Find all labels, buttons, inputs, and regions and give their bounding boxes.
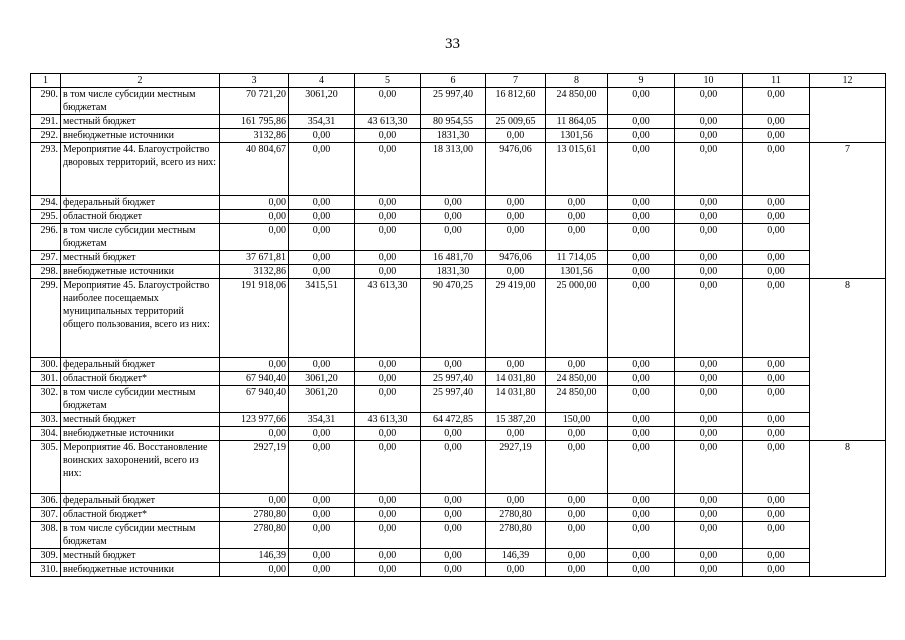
value-cell-col4: 3061,20 <box>289 372 355 386</box>
value-cell-col5: 43 613,30 <box>355 115 421 129</box>
row-number: 295. <box>31 210 61 224</box>
row-number: 294. <box>31 196 61 210</box>
value-cell-col8: 0,00 <box>546 508 608 522</box>
header-cell: 1 <box>31 74 61 88</box>
value-cell-col8: 0,00 <box>546 441 608 494</box>
value-cell-col7: 2927,19 <box>486 441 546 494</box>
value-cell-col5: 43 613,30 <box>355 413 421 427</box>
value-cell-col6: 25 997,40 <box>421 88 486 115</box>
table-row <box>31 441 886 494</box>
row-number: 309. <box>31 549 61 563</box>
table-row <box>31 115 886 129</box>
value-cell-col9: 0,00 <box>608 563 675 577</box>
value-cell-col3: 0,00 <box>220 224 289 251</box>
value-cell-col8: 13 015,61 <box>546 143 608 196</box>
value-cell-col5: 0,00 <box>355 372 421 386</box>
row-name: местный бюджет <box>61 251 220 265</box>
value-cell-col4: 354,31 <box>289 115 355 129</box>
table-row <box>31 372 886 386</box>
value-cell-col9: 0,00 <box>608 88 675 115</box>
value-cell-col5: 0,00 <box>355 386 421 413</box>
value-cell-col9: 0,00 <box>608 358 675 372</box>
row-number: 305. <box>31 441 61 494</box>
value-cell-col6: 1831,30 <box>421 265 486 279</box>
value-cell-col6: 0,00 <box>421 522 486 549</box>
row-number: 292. <box>31 129 61 143</box>
value-cell-col9: 0,00 <box>608 413 675 427</box>
value-cell-col3: 0,00 <box>220 494 289 508</box>
value-cell-col7: 9476,06 <box>486 251 546 265</box>
column-12-cell: 7 <box>810 143 886 279</box>
row-number: 302. <box>31 386 61 413</box>
value-cell-col4: 3061,20 <box>289 386 355 413</box>
row-name: областной бюджет* <box>61 372 220 386</box>
table-row <box>31 210 886 224</box>
row-number: 290. <box>31 88 61 115</box>
value-cell-col10: 0,00 <box>675 88 743 115</box>
value-cell-col7: 0,00 <box>486 265 546 279</box>
value-cell-col10: 0,00 <box>675 441 743 494</box>
table-row <box>31 386 886 413</box>
value-cell-col4: 3061,20 <box>289 88 355 115</box>
value-cell-col8: 0,00 <box>546 210 608 224</box>
table-row <box>31 549 886 563</box>
value-cell-col8: 1301,56 <box>546 265 608 279</box>
value-cell-col4: 0,00 <box>289 129 355 143</box>
value-cell-col11: 0,00 <box>743 386 810 413</box>
value-cell-col5: 0,00 <box>355 210 421 224</box>
value-cell-col3: 161 795,86 <box>220 115 289 129</box>
value-cell-col10: 0,00 <box>675 413 743 427</box>
value-cell-col6: 90 470,25 <box>421 279 486 358</box>
row-name: федеральный бюджет <box>61 358 220 372</box>
value-cell-col8: 25 000,00 <box>546 279 608 358</box>
table-row <box>31 129 886 143</box>
value-cell-col7: 16 812,60 <box>486 88 546 115</box>
value-cell-col6: 18 313,00 <box>421 143 486 196</box>
value-cell-col5: 0,00 <box>355 143 421 196</box>
value-cell-col4: 0,00 <box>289 251 355 265</box>
value-cell-col8: 24 850,00 <box>546 88 608 115</box>
row-number: 307. <box>31 508 61 522</box>
value-cell-col9: 0,00 <box>608 196 675 210</box>
value-cell-col6: 80 954,55 <box>421 115 486 129</box>
value-cell-col3: 191 918,06 <box>220 279 289 358</box>
value-cell-col11: 0,00 <box>743 210 810 224</box>
value-cell-col4: 0,00 <box>289 358 355 372</box>
value-cell-col6: 25 997,40 <box>421 386 486 413</box>
value-cell-col10: 0,00 <box>675 115 743 129</box>
value-cell-col10: 0,00 <box>675 210 743 224</box>
row-name: внебюджетные источники <box>61 129 220 143</box>
value-cell-col10: 0,00 <box>675 196 743 210</box>
row-name: областной бюджет* <box>61 508 220 522</box>
row-number: 296. <box>31 224 61 251</box>
value-cell-col8: 0,00 <box>546 563 608 577</box>
row-number: 299. <box>31 279 61 358</box>
value-cell-col11: 0,00 <box>743 143 810 196</box>
value-cell-col10: 0,00 <box>675 251 743 265</box>
value-cell-col8: 11 714,05 <box>546 251 608 265</box>
value-cell-col10: 0,00 <box>675 279 743 358</box>
table-row <box>31 196 886 210</box>
value-cell-col5: 0,00 <box>355 196 421 210</box>
value-cell-col10: 0,00 <box>675 358 743 372</box>
value-cell-col11: 0,00 <box>743 522 810 549</box>
value-cell-col3: 123 977,66 <box>220 413 289 427</box>
value-cell-col7: 0,00 <box>486 129 546 143</box>
value-cell-col9: 0,00 <box>608 129 675 143</box>
header-cell: 9 <box>608 74 675 88</box>
table-row <box>31 522 886 549</box>
value-cell-col9: 0,00 <box>608 427 675 441</box>
row-name: в том числе субсидии местным бюджетам <box>61 522 220 549</box>
value-cell-col3: 37 671,81 <box>220 251 289 265</box>
row-name: местный бюджет <box>61 549 220 563</box>
header-cell: 8 <box>546 74 608 88</box>
value-cell-col10: 0,00 <box>675 494 743 508</box>
value-cell-col11: 0,00 <box>743 372 810 386</box>
value-cell-col7: 9476,06 <box>486 143 546 196</box>
value-cell-col9: 0,00 <box>608 372 675 386</box>
value-cell-col9: 0,00 <box>608 115 675 129</box>
value-cell-col10: 0,00 <box>675 563 743 577</box>
value-cell-col4: 354,31 <box>289 413 355 427</box>
value-cell-col11: 0,00 <box>743 129 810 143</box>
row-number: 310. <box>31 563 61 577</box>
table-row <box>31 143 886 196</box>
value-cell-col10: 0,00 <box>675 522 743 549</box>
row-name: в том числе субсидии местным бюджетам <box>61 88 220 115</box>
row-name: федеральный бюджет <box>61 494 220 508</box>
column-12-cell: 8 <box>810 441 886 577</box>
value-cell-col7: 2780,80 <box>486 508 546 522</box>
value-cell-col6: 0,00 <box>421 508 486 522</box>
value-cell-col11: 0,00 <box>743 427 810 441</box>
value-cell-col6: 0,00 <box>421 563 486 577</box>
value-cell-col3: 40 804,67 <box>220 143 289 196</box>
row-name: внебюджетные источники <box>61 563 220 577</box>
table-row <box>31 251 886 265</box>
value-cell-col6: 0,00 <box>421 196 486 210</box>
value-cell-col5: 0,00 <box>355 563 421 577</box>
value-cell-col11: 0,00 <box>743 508 810 522</box>
header-cell: 4 <box>289 74 355 88</box>
value-cell-col3: 0,00 <box>220 427 289 441</box>
value-cell-col6: 0,00 <box>421 358 486 372</box>
value-cell-col11: 0,00 <box>743 115 810 129</box>
value-cell-col9: 0,00 <box>608 279 675 358</box>
value-cell-col11: 0,00 <box>743 224 810 251</box>
value-cell-col7: 0,00 <box>486 494 546 508</box>
value-cell-col11: 0,00 <box>743 494 810 508</box>
row-name: Мероприятие 45. Благоустройство наиболее посещаемых муниципальных территорий общего пользования, всего из них: <box>61 279 220 358</box>
value-cell-col9: 0,00 <box>608 224 675 251</box>
header-cell: 12 <box>810 74 886 88</box>
value-cell-col6: 25 997,40 <box>421 372 486 386</box>
value-cell-col5: 0,00 <box>355 358 421 372</box>
value-cell-col11: 0,00 <box>743 88 810 115</box>
value-cell-col10: 0,00 <box>675 427 743 441</box>
value-cell-col3: 2780,80 <box>220 508 289 522</box>
value-cell-col10: 0,00 <box>675 386 743 413</box>
value-cell-col7: 2780,80 <box>486 522 546 549</box>
value-cell-col7: 0,00 <box>486 196 546 210</box>
value-cell-col7: 0,00 <box>486 224 546 251</box>
row-name: местный бюджет <box>61 413 220 427</box>
value-cell-col5: 0,00 <box>355 88 421 115</box>
table-row <box>31 358 886 372</box>
row-number: 291. <box>31 115 61 129</box>
value-cell-col8: 24 850,00 <box>546 372 608 386</box>
value-cell-col6: 0,00 <box>421 210 486 224</box>
value-cell-col11: 0,00 <box>743 441 810 494</box>
value-cell-col10: 0,00 <box>675 508 743 522</box>
value-cell-col7: 0,00 <box>486 358 546 372</box>
value-cell-col8: 1301,56 <box>546 129 608 143</box>
value-cell-col8: 0,00 <box>546 549 608 563</box>
value-cell-col7: 0,00 <box>486 563 546 577</box>
header-cell: 11 <box>743 74 810 88</box>
row-number: 306. <box>31 494 61 508</box>
value-cell-col7: 0,00 <box>486 427 546 441</box>
row-name: в том числе субсидии местным бюджетам <box>61 224 220 251</box>
header-row <box>31 74 886 88</box>
row-name: Мероприятие 44. Благоустройство дворовых территорий, всего из них: <box>61 143 220 196</box>
value-cell-col10: 0,00 <box>675 549 743 563</box>
value-cell-col11: 0,00 <box>743 563 810 577</box>
value-cell-col10: 0,00 <box>675 372 743 386</box>
row-name: внебюджетные источники <box>61 265 220 279</box>
value-cell-col7: 0,00 <box>486 210 546 224</box>
table-row <box>31 224 886 251</box>
value-cell-col9: 0,00 <box>608 265 675 279</box>
table-row <box>31 494 886 508</box>
value-cell-col7: 14 031,80 <box>486 372 546 386</box>
value-cell-col5: 0,00 <box>355 549 421 563</box>
value-cell-col9: 0,00 <box>608 508 675 522</box>
header-cell: 6 <box>421 74 486 88</box>
value-cell-col6: 64 472,85 <box>421 413 486 427</box>
header-cell: 10 <box>675 74 743 88</box>
value-cell-col3: 0,00 <box>220 210 289 224</box>
row-number: 298. <box>31 265 61 279</box>
value-cell-col11: 0,00 <box>743 265 810 279</box>
value-cell-col5: 0,00 <box>355 129 421 143</box>
value-cell-col3: 0,00 <box>220 563 289 577</box>
table-row <box>31 427 886 441</box>
value-cell-col4: 0,00 <box>289 522 355 549</box>
value-cell-col11: 0,00 <box>743 196 810 210</box>
value-cell-col5: 0,00 <box>355 251 421 265</box>
budget-table <box>30 73 886 577</box>
value-cell-col11: 0,00 <box>743 413 810 427</box>
value-cell-col7: 146,39 <box>486 549 546 563</box>
value-cell-col3: 146,39 <box>220 549 289 563</box>
table-row <box>31 265 886 279</box>
header-cell: 2 <box>61 74 220 88</box>
value-cell-col7: 14 031,80 <box>486 386 546 413</box>
value-cell-col4: 0,00 <box>289 265 355 279</box>
value-cell-col8: 0,00 <box>546 224 608 251</box>
value-cell-col11: 0,00 <box>743 358 810 372</box>
value-cell-col9: 0,00 <box>608 143 675 196</box>
value-cell-col8: 0,00 <box>546 494 608 508</box>
table-row <box>31 279 886 358</box>
value-cell-col8: 150,00 <box>546 413 608 427</box>
value-cell-col7: 25 009,65 <box>486 115 546 129</box>
value-cell-col4: 0,00 <box>289 143 355 196</box>
row-name: Мероприятие 46. Восстановление воинских захоронений, всего из них: <box>61 441 220 494</box>
table-row <box>31 413 886 427</box>
value-cell-col9: 0,00 <box>608 522 675 549</box>
row-number: 297. <box>31 251 61 265</box>
value-cell-col6: 0,00 <box>421 549 486 563</box>
value-cell-col9: 0,00 <box>608 494 675 508</box>
row-number: 303. <box>31 413 61 427</box>
value-cell-col6: 16 481,70 <box>421 251 486 265</box>
row-number: 304. <box>31 427 61 441</box>
value-cell-col8: 11 864,05 <box>546 115 608 129</box>
value-cell-col6: 0,00 <box>421 441 486 494</box>
value-cell-col3: 3132,86 <box>220 129 289 143</box>
table-row <box>31 508 886 522</box>
value-cell-col10: 0,00 <box>675 224 743 251</box>
row-number: 300. <box>31 358 61 372</box>
value-cell-col6: 0,00 <box>421 494 486 508</box>
value-cell-col5: 0,00 <box>355 224 421 251</box>
value-cell-col4: 0,00 <box>289 494 355 508</box>
value-cell-col3: 70 721,20 <box>220 88 289 115</box>
value-cell-col5: 0,00 <box>355 427 421 441</box>
value-cell-col6: 0,00 <box>421 224 486 251</box>
value-cell-col9: 0,00 <box>608 386 675 413</box>
column-12-cell: 8 <box>810 279 886 441</box>
value-cell-col3: 67 940,40 <box>220 372 289 386</box>
value-cell-col8: 0,00 <box>546 522 608 549</box>
value-cell-col10: 0,00 <box>675 143 743 196</box>
value-cell-col9: 0,00 <box>608 441 675 494</box>
row-name: в том числе субсидии местным бюджетам <box>61 386 220 413</box>
row-name: федеральный бюджет <box>61 196 220 210</box>
table-row <box>31 563 886 577</box>
value-cell-col5: 0,00 <box>355 522 421 549</box>
header-cell: 3 <box>220 74 289 88</box>
row-number: 308. <box>31 522 61 549</box>
value-cell-col11: 0,00 <box>743 279 810 358</box>
value-cell-col11: 0,00 <box>743 251 810 265</box>
table-row <box>31 88 886 115</box>
value-cell-col4: 0,00 <box>289 549 355 563</box>
value-cell-col4: 0,00 <box>289 210 355 224</box>
value-cell-col9: 0,00 <box>608 251 675 265</box>
value-cell-col3: 67 940,40 <box>220 386 289 413</box>
value-cell-col9: 0,00 <box>608 549 675 563</box>
value-cell-col3: 3132,86 <box>220 265 289 279</box>
value-cell-col4: 3415,51 <box>289 279 355 358</box>
value-cell-col3: 2780,80 <box>220 522 289 549</box>
value-cell-col4: 0,00 <box>289 224 355 251</box>
value-cell-col5: 43 613,30 <box>355 279 421 358</box>
value-cell-col8: 0,00 <box>546 196 608 210</box>
value-cell-col3: 0,00 <box>220 196 289 210</box>
value-cell-col8: 0,00 <box>546 358 608 372</box>
value-cell-col10: 0,00 <box>675 129 743 143</box>
value-cell-col6: 1831,30 <box>421 129 486 143</box>
value-cell-col4: 0,00 <box>289 508 355 522</box>
value-cell-col6: 0,00 <box>421 427 486 441</box>
row-number: 293. <box>31 143 61 196</box>
value-cell-col5: 0,00 <box>355 508 421 522</box>
value-cell-col5: 0,00 <box>355 265 421 279</box>
value-cell-col4: 0,00 <box>289 196 355 210</box>
column-12-cell <box>810 88 886 143</box>
value-cell-col7: 29 419,00 <box>486 279 546 358</box>
value-cell-col10: 0,00 <box>675 265 743 279</box>
row-name: местный бюджет <box>61 115 220 129</box>
value-cell-col4: 0,00 <box>289 441 355 494</box>
value-cell-col8: 24 850,00 <box>546 386 608 413</box>
value-cell-col3: 0,00 <box>220 358 289 372</box>
value-cell-col9: 0,00 <box>608 210 675 224</box>
value-cell-col7: 15 387,20 <box>486 413 546 427</box>
value-cell-col5: 0,00 <box>355 494 421 508</box>
header-cell: 7 <box>486 74 546 88</box>
value-cell-col8: 0,00 <box>546 427 608 441</box>
value-cell-col4: 0,00 <box>289 563 355 577</box>
row-name: областной бюджет <box>61 210 220 224</box>
value-cell-col11: 0,00 <box>743 549 810 563</box>
value-cell-col3: 2927,19 <box>220 441 289 494</box>
value-cell-col5: 0,00 <box>355 441 421 494</box>
value-cell-col4: 0,00 <box>289 427 355 441</box>
page-number: 33 <box>445 36 460 52</box>
row-number: 301. <box>31 372 61 386</box>
header-cell: 5 <box>355 74 421 88</box>
row-name: внебюджетные источники <box>61 427 220 441</box>
